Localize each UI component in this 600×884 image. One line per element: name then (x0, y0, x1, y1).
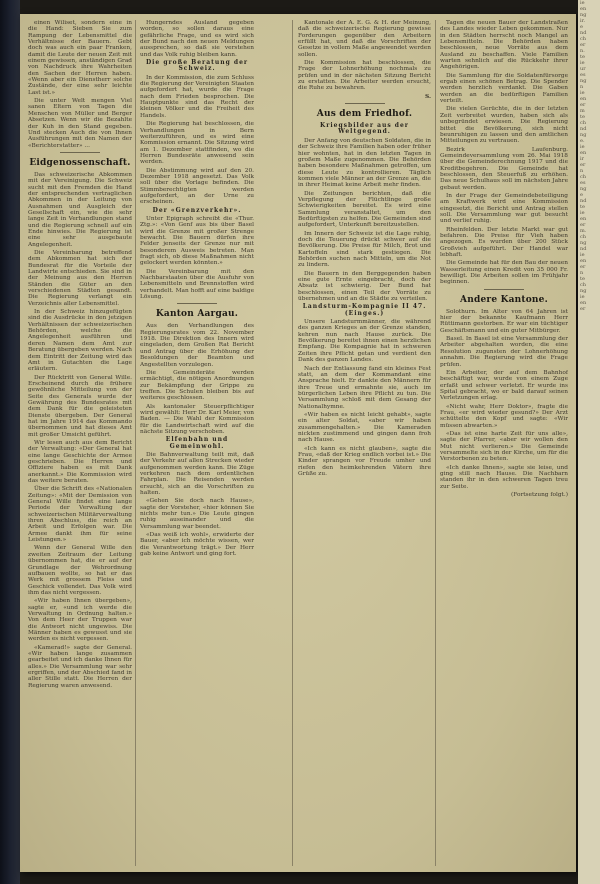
article-paragraph: In der Schweiz hinzugefügten sind die Ausdrücke in den jetzigen Verhältnissen der schweizerischen Behörden, welche die Angelegenheit ausführen und deren Namen dem Amt zur Beratung übergeben werden. Nach dem Eintritt der Zeitung wird das Amt in Gutachten die Lage erläutern. (28, 309, 132, 373)
article-paragraph: Bezirk Laufenburg. Gemeindeversammlung vom 26. Mai 1918 über die Gemeinderechnung 1917 und die Kreditbegehren. Die Gemeinde hat beschlossen, den Steuerfuß zu erhöhen. Das neue Schulhaus soll im nächsten Jahre gebaut werden. (440, 146, 568, 191)
adjacent-page-text: n (580, 270, 584, 276)
article-paragraph: Die Sammlung für die Soldatenfürsorge ergab einen schönen Betrag. Die Spender werden herzlich verdankt. Die Gaben werden an die bedürftigen Familien verteilt. (440, 72, 568, 105)
article-paragraph: Der Anfang von deutschen Soldaten, die in der Schweiz ihre Familien haben oder früher hier wohnten, hat in den letzten Tagen in großem Maße zugenommen. Die Behörden haben besondere Maßnahmen getroffen, um diese Leute zu kontrollieren. Täglich kommen viele Männer an der Grenze an, die in ihrer Heimat keine Arbeit mehr finden. (298, 137, 431, 189)
adjacent-page-text: ie (580, 144, 585, 150)
adjacent-page-text: ie (580, 90, 585, 96)
adjacent-page-text: en (580, 258, 587, 264)
heading-rule (345, 103, 385, 104)
article-paragraph: Solothurn. Im Alter von 64 Jahren ist hier der bekannte Kaufmann Herr Rüttimann gestorben. Er war ein tüchtiger Geschäftsmann und ein guter Mitbürger. (440, 308, 568, 334)
adjacent-page-text: es (580, 72, 586, 78)
adjacent-page-text: es (580, 180, 586, 186)
column-2 (140, 20, 254, 866)
article-paragraph: «Wir haben es nicht leicht gehabt», sagte ein alter Soldat, «aber wir haben zusammengehalten.» Die Kameraden nickten zustimmend und gingen dann froh nach Hause. (298, 411, 431, 444)
article-paragraph: Das schweizerische Abkommen mit der Vereinigung. Die Schweiz sucht mit den Fremden die Hand der entsprechenden vertraglichen Abkommen in der Leitung von Ausnahmen und Ausgleich der Gesellschaft ein, wie die sehr lange Zeit in Verhandlungen stand und die Regierung schnell auf ein Ende hinwies. Die Regierung ist eine sehr ausgebaute Angelegenheit. (28, 171, 132, 248)
article-paragraph: Die Regierung hat beschlossen, die Verhandlungen in Bern weiterzuführen, und es wird eine Kommission ernannt. Die Sitzung wird am 1. Dezember stattfinden, wo die Herren Bundesräte anwesend sein werden. (140, 121, 254, 166)
article-paragraph: Die vielen Gerüchte, die in der letzten Zeit verbreitet wurden, haben sich als unbegründet erwiesen. Die Regierung bittet die Bevölkerung, sich nicht beunruhigen zu lassen und den amtlichen Mitteilungen zu vertrauen. (440, 106, 568, 145)
article-paragraph: Basel. In Basel ist eine Versammlung der Arbeiter abgehalten worden, die eine Resolution zugunsten der Lohnerhöhung annahm. Die Regierung wird die Frage prüfen. (440, 336, 568, 368)
section-heading: Kanton Aargau. (155, 309, 239, 320)
article-paragraph: Nach der Entlassung fand ein kleines Fest statt, an dem der Kommandant eine Ansprache hielt. Er dankte den Männern für ihre Treue und ermahnte sie, auch im bürgerlichen Leben ihre Pflicht zu tun. Die Versammlung schloß mit dem Gesang der Nationalhymne. (298, 365, 431, 410)
article-paragraph: In der Kommission, die zum Schluss die Regierung der Vereinigten Staaten aufgefordert hat, wurde die Frage nach dem Frieden besprochen. Die Hauptpunkte sind das Recht der kleinen Völker und die Freiheit des Handels. (140, 74, 254, 119)
adjacent-page-text: ch (580, 36, 587, 42)
adjacent-page-text: n (580, 168, 584, 174)
article-paragraph: Die Zeitungen berichten, daß die Verpflegung der Flüchtlinge große Schwierigkeiten bereitet. Es wird eine Sammlung veranstaltet, um den Bedürftigsten zu helfen. Die Gemeinden sind aufgefordert, Unterkunft bereitzustellen. (298, 190, 431, 229)
adjacent-page-text: en (580, 6, 587, 12)
adjacent-page-text: ng (580, 288, 587, 294)
adjacent-page-text: en (580, 150, 587, 156)
column-3 (298, 20, 431, 866)
adjacent-page-text: en (580, 216, 587, 222)
adjacent-page-text: ch (580, 174, 587, 180)
adjacent-page-text: er (580, 264, 586, 270)
adjacent-page-text: ir. (580, 18, 586, 24)
article-paragraph: «Kamerad!» sagte der General. «Wir haben lange zusammen gearbeitet und ich danke Ihnen für alles.» Die Versammlung war sehr ergriffen, und der Abschied fand in aller Stille statt. Die Herren der Regierung waren anwesend. (28, 644, 132, 689)
article-paragraph: Unsere Landsturmmänner, die während des ganzen Krieges an der Grenze standen, kehren nun nach Hause zurück. Die Bevölkerung bereitet ihnen einen herzlichen Empfang. Die Kompagnie hat in schweren Zeiten ihre Pflicht getan und verdient den Dank des ganzen Landes. (298, 319, 431, 364)
adjacent-page-text: m. (580, 228, 587, 234)
adjacent-page-text: te (580, 114, 585, 120)
adjacent-page-text: e. (580, 138, 585, 144)
adjacent-page-text: nd (580, 126, 587, 132)
article-paragraph: «Ich danke Ihnen», sagte sie leise, und ging still nach Hause. Die Nachbarn standen ihr in den schweren Tagen treu zur Seite. (440, 464, 568, 490)
adjacent-page-text: e (580, 192, 583, 198)
adjacent-page-text: en (580, 300, 587, 306)
adjacent-page-text: ng (580, 12, 587, 18)
article-paragraph: Wenn der General Wille den zweiten Zeitraum der Leitung übernommen hat, die er auf der Grundlage der Wehrordnung aufbauen wollte, so hat er das Werk mit grossem Fleiss und Geschick vollendet. Das Volk wird ihm das nicht vergessen. (28, 545, 132, 596)
adjacent-page-text: ch (580, 282, 587, 288)
article-paragraph: Über die Schrift des «Nationalen Zeitung»: «Mit der Demission von General Wille findet eine lange Periode der Verwaltung der schweizerischen Militärverwaltung ihren Abschluss, die reich an Arbeit und Erfolgen war. Die Armee dankt ihm für seine Leistungen.» (28, 486, 132, 544)
article-paragraph: «Wir haben Ihnen übergeben», sagte er, «und ich werde die Verwaltung in Ordnung halten.» Von dem Heer der Truppen war die Antwort nicht ungewiss. Die Männer haben es gewusst und sie werden es nicht vergessen. (28, 598, 132, 643)
adjacent-page-text: er (580, 162, 586, 168)
article-subheading: Die große Beratung der Schweiz. (145, 59, 249, 73)
article-paragraph: Die unter Welt mengen Viel sanen Eltern von Tagen die Menschen von Müller und Berger Absetzen. Wenn wir die Bezahlte der Kuh in den Stand gegeben. Und stecken Auch die von Ihnen Ausführungen mit den Namen der «Berichterstatter» ... (28, 98, 132, 149)
column-1 (28, 20, 132, 866)
column-rule (135, 20, 136, 866)
adjacent-page-text: ie (580, 0, 585, 6)
heading-rule (484, 289, 524, 290)
article-paragraph: Unter Epigraph schreibt die «Thur. Ztg.»: «Von Genf aus bis über Basel wird die Grenze mit großer Strenge bewacht. Die Bauern dürfen ihre Felder jenseits der Grenze nur mit besonderem Ausweis betreten. Man fragt sich, ob diese Maßnahmen nicht gelockert werden könnten.» (140, 215, 254, 267)
article-paragraph: Als kantonaler Steuerpflichtiger wird gewählt: Herr Dr. Karl Meier, von Baden. — Die Wahl der Kommission für die Landwirtschaft wird auf die nächste Sitzung verschoben. (140, 403, 254, 435)
adjacent-page-text: en (580, 96, 587, 102)
adjacent-page-text: ie (580, 210, 585, 216)
article-paragraph: Die Gemeinde hat für den Bau der neuen Wasserleitung einen Kredit von 35 000 Fr. bewilligt. Die Arbeiten sollen im Frühjahr beginnen. (440, 260, 568, 286)
adjacent-page-text: n. (580, 48, 585, 54)
section-heading: Aus dem Friedhof. (316, 109, 413, 120)
heading-rule (177, 303, 217, 304)
article-paragraph: Wir lesen auch aus dem Bericht der Verwaltung: «Der General hat eine lange Geschichte der Armee geschrieben. Die Herren und Offiziere haben es mit Dank anerkannt.» Die Kommission wird das weitere beraten. (28, 439, 132, 485)
column-rule (292, 20, 293, 866)
column-rule (435, 20, 436, 866)
adjacent-page-text: e (580, 24, 583, 30)
article-subheading: Der «Grenzverkehr». (152, 206, 242, 214)
book-binding (0, 0, 20, 884)
adjacent-page-text: er (580, 222, 586, 228)
article-paragraph: einen Wiliset, sondern eine in die Hand: Sieben Sie zum Rampung der Lebensmittel die Verhältnisse der Bauern. Gebt doch was auch ein paar Franken, damit die Leute der neuen Zeit mit einem gewissen, anständigen Grad von Nachdruck ihre Wahrheiten den Sachen der Herren haben. «Wenn aber ein Dienstherr solche Zustände, der eine sehr leichte Last ist.» (28, 20, 132, 96)
continuation-note: (Fortsetzung folgt.) (510, 492, 568, 499)
section-heading: Andere Kantone. (460, 294, 548, 305)
adjacent-page-text: ch (580, 120, 587, 126)
adjacent-page-text: er (580, 306, 586, 312)
article-paragraph: Die Gemeinderäte werden ermächtigt, die nötigen Anordnungen zur Bekämpfung der Grippe zu treffen. Die Schulen bleiben bis auf weiteres geschlossen. (140, 369, 254, 402)
column-4 (440, 20, 568, 866)
article-paragraph: Hungerndes Ausland gegeben worden, so sollen daraus eine gefährliche Frage, und es wird sich der Bund nach den neuen Meldungen aussprechen, so daß sie verstehen und das Volk ruhig bleiben kann. (140, 20, 254, 58)
adjacent-page-text: n (580, 84, 584, 90)
article-paragraph: Im Innern der Schweiz ist die Lage ruhig, doch die Teuerung drückt schwer auf die Bevölkerung. Die Preise für Milch, Brot und Kartoffeln sind stark gestiegen. Die Behörden suchen nach Mitteln, um die Not zu lindern. (298, 230, 431, 269)
article-paragraph: «Nicht wahr, Herr Doktor», fragte die Frau, «er wird wieder gesund?» Der Arzt schüttelte den Kopf und sagte: «Wir müssen abwarten.» (440, 403, 568, 429)
adjacent-page-text: ng (580, 78, 587, 84)
article-paragraph: «Ich kann es nicht glauben», sagte die Frau, «daß der Krieg endlich vorbei ist.» Die Kinder sprangen vor Freude umher und riefen den heimkehrenden Vätern ihre Grüße zu. (298, 445, 431, 477)
adjacent-page-edge (578, 0, 600, 884)
adjacent-page-text: er (580, 42, 586, 48)
article-paragraph: Rheinfelden. Der letzte Markt war gut befahren. Die Preise für Vieh haben angezogen. Es wurden über 200 Stück Großvieh aufgeführt. Der Handel war lebhaft. (440, 226, 568, 259)
newspaper-page (20, 14, 576, 872)
adjacent-page-text: te (580, 276, 585, 282)
adjacent-page-text: ie (580, 252, 585, 258)
adjacent-page-text: er (580, 102, 586, 108)
adjacent-page-text: ng (580, 240, 587, 246)
adjacent-page-text: ng (580, 132, 587, 138)
article-paragraph: «Das ist eine harte Zeit für uns alle», sagte der Pfarrer, «aber wir wollen den Mut nicht verlieren.» Die Gemeinde versammelte sich in der Kirche, um für die Verstorbenen zu beten. (440, 430, 568, 463)
article-paragraph: Tagen die neuen Bauer der Landstraßen des Landes wieder Leben gekommen. Nur in den Städten herrscht noch Mangel an Lebensmitteln. Die Behörden haben beschlossen, neue Vorräte aus dem Ausland zu beschaffen. Viele Familien warten sehnlich auf die Rückkehr ihrer Angehörigen. (440, 20, 568, 71)
article-paragraph: Die Vereinbarung mit den Nachbarstaaten über die Ausfuhr von Lebensmitteln und Brennstoffen wird verhandelt. Man hofft auf eine baldige Lösung. (140, 268, 254, 301)
article-paragraph: In der Frage der Gemeindebeteiligung am Kraftwerk wird eine Kommission eingesetzt, die Bericht und Antrag stellen soll. Die Versammlung war gut besucht und verlief ruhig. (440, 192, 568, 225)
heading-rule (60, 152, 100, 153)
article-paragraph: Die Bauern in den Berggegenden haben eine gute Ernte eingebracht, doch der Absatz ist schwierig. Der Bund hat beschlossen, einen Teil der Vorräte zu übernehmen und an die Städte zu verteilen. (298, 270, 431, 303)
article-paragraph: Die Abstimmung wird auf den 20. Dezember 1918 angesetzt. Das Volk soll über die Vorlage befinden. Die Stimmberechtigten werden aufgefordert, an der Urne zu erscheinen. (140, 167, 254, 206)
adjacent-page-text: ie (580, 294, 585, 300)
adjacent-page-text: ch (580, 234, 587, 240)
article-paragraph: «Das weiß ich wohl», erwiderte der Bauer, «aber ich möchte wissen, wer die Verantwortung trägt.» Der Herr gab keine Antwort und ging fort. (140, 532, 254, 558)
article-paragraph: Die Bahnverwaltung teilt mit, daß der Verkehr auf allen Strecken wieder aufgenommen werden kann. Die Züge verkehren nach dem ordentlichen Fahrplan. Die Reisenden werden ersucht, sich an die Vorschriften zu halten. (140, 451, 254, 497)
adjacent-page-text: nd (580, 198, 587, 204)
article-paragraph: Die Vereinbarung betreffend dem Abkommen hat sich der Bundesrat für die Vorteile der Landwirte entschieden. Sie sind in der Meinung aus den Herren Ständen die Güter an den verschiedenen Städten gesandt. Die Regierung verlangt ein Verzeichnis aller Lebensmittel. (28, 250, 132, 307)
article-subheading: Landsturm-Kompagnie II 47. (Einges.) (302, 303, 427, 317)
adjacent-page-text: ng (580, 186, 587, 192)
adjacent-page-text: te (580, 204, 585, 210)
article-paragraph: Kantonale der A. E. G. & H. der Meinung, daß die schweizerische Regierung gewisse Forderungen gegenüber den Arbeitern erfüllt hat, und daß die Vorschriften der Gesetze in vollem Maße angewendet werden sollen. (298, 20, 431, 58)
adjacent-page-text: ur (580, 66, 586, 72)
adjacent-page-text: nd (580, 246, 587, 252)
adjacent-page-text: nd (580, 30, 587, 36)
adjacent-page-text: m (580, 108, 585, 114)
adjacent-page-text: ir (580, 156, 584, 162)
article-paragraph: Die Kommission hat beschlossen, die Frage der Lohnerhöhung nochmals zu prüfen und in der nächsten Sitzung Bericht zu erstatten. Die Arbeiter werden ersucht, die Ruhe zu bewahren. (298, 60, 431, 92)
article-paragraph: Der Rücktritt von General Wille. Erscheinend durch die frühere gewöhnliche Mitteilung von der Seite des Generals wurde der Gewährung des Bundesrates mit dem Dank für die geleisteten Dienste übergeben. Der General hat im Jahre 1914 das Kommando übernommen und hat dieses Amt mit großer Umsicht geführt. (28, 374, 132, 438)
section-heading: Eidgenossenschaft. (29, 157, 131, 168)
adjacent-page-text: ie (580, 60, 585, 66)
author-signature: S. (425, 93, 431, 100)
article-subheading: Kriegsbilder aus der Weltgegend. (320, 122, 409, 136)
article-paragraph: «Gehen Sie doch nach Hause», sagte der Vorsteher, «hier können Sie nichts mehr tun.» Die Leute gingen ruhig auseinander und die Versammlung war beendet. (140, 498, 254, 530)
article-paragraph: Ein Arbeiter, der auf dem Bahnhof beschäftigt war, wurde von einem Zuge erfaßt und schwer verletzt. Er wurde ins Spital gebracht, wo er bald darauf seinen Verletzungen erlag. (440, 369, 568, 402)
article-subheading: Elfenbahn und Gemeinwohl. (165, 436, 229, 450)
adjacent-page-text: te (580, 54, 585, 60)
article-paragraph: Aus den Verhandlungen des Regierungsrates vom 22. November 1918. Die Direktion des Innern wird eingeladen, dem Großen Rat Bericht und Antrag über die Erhöhung der Besoldungen der Beamten und Angestellten vorzulegen. (140, 323, 254, 368)
